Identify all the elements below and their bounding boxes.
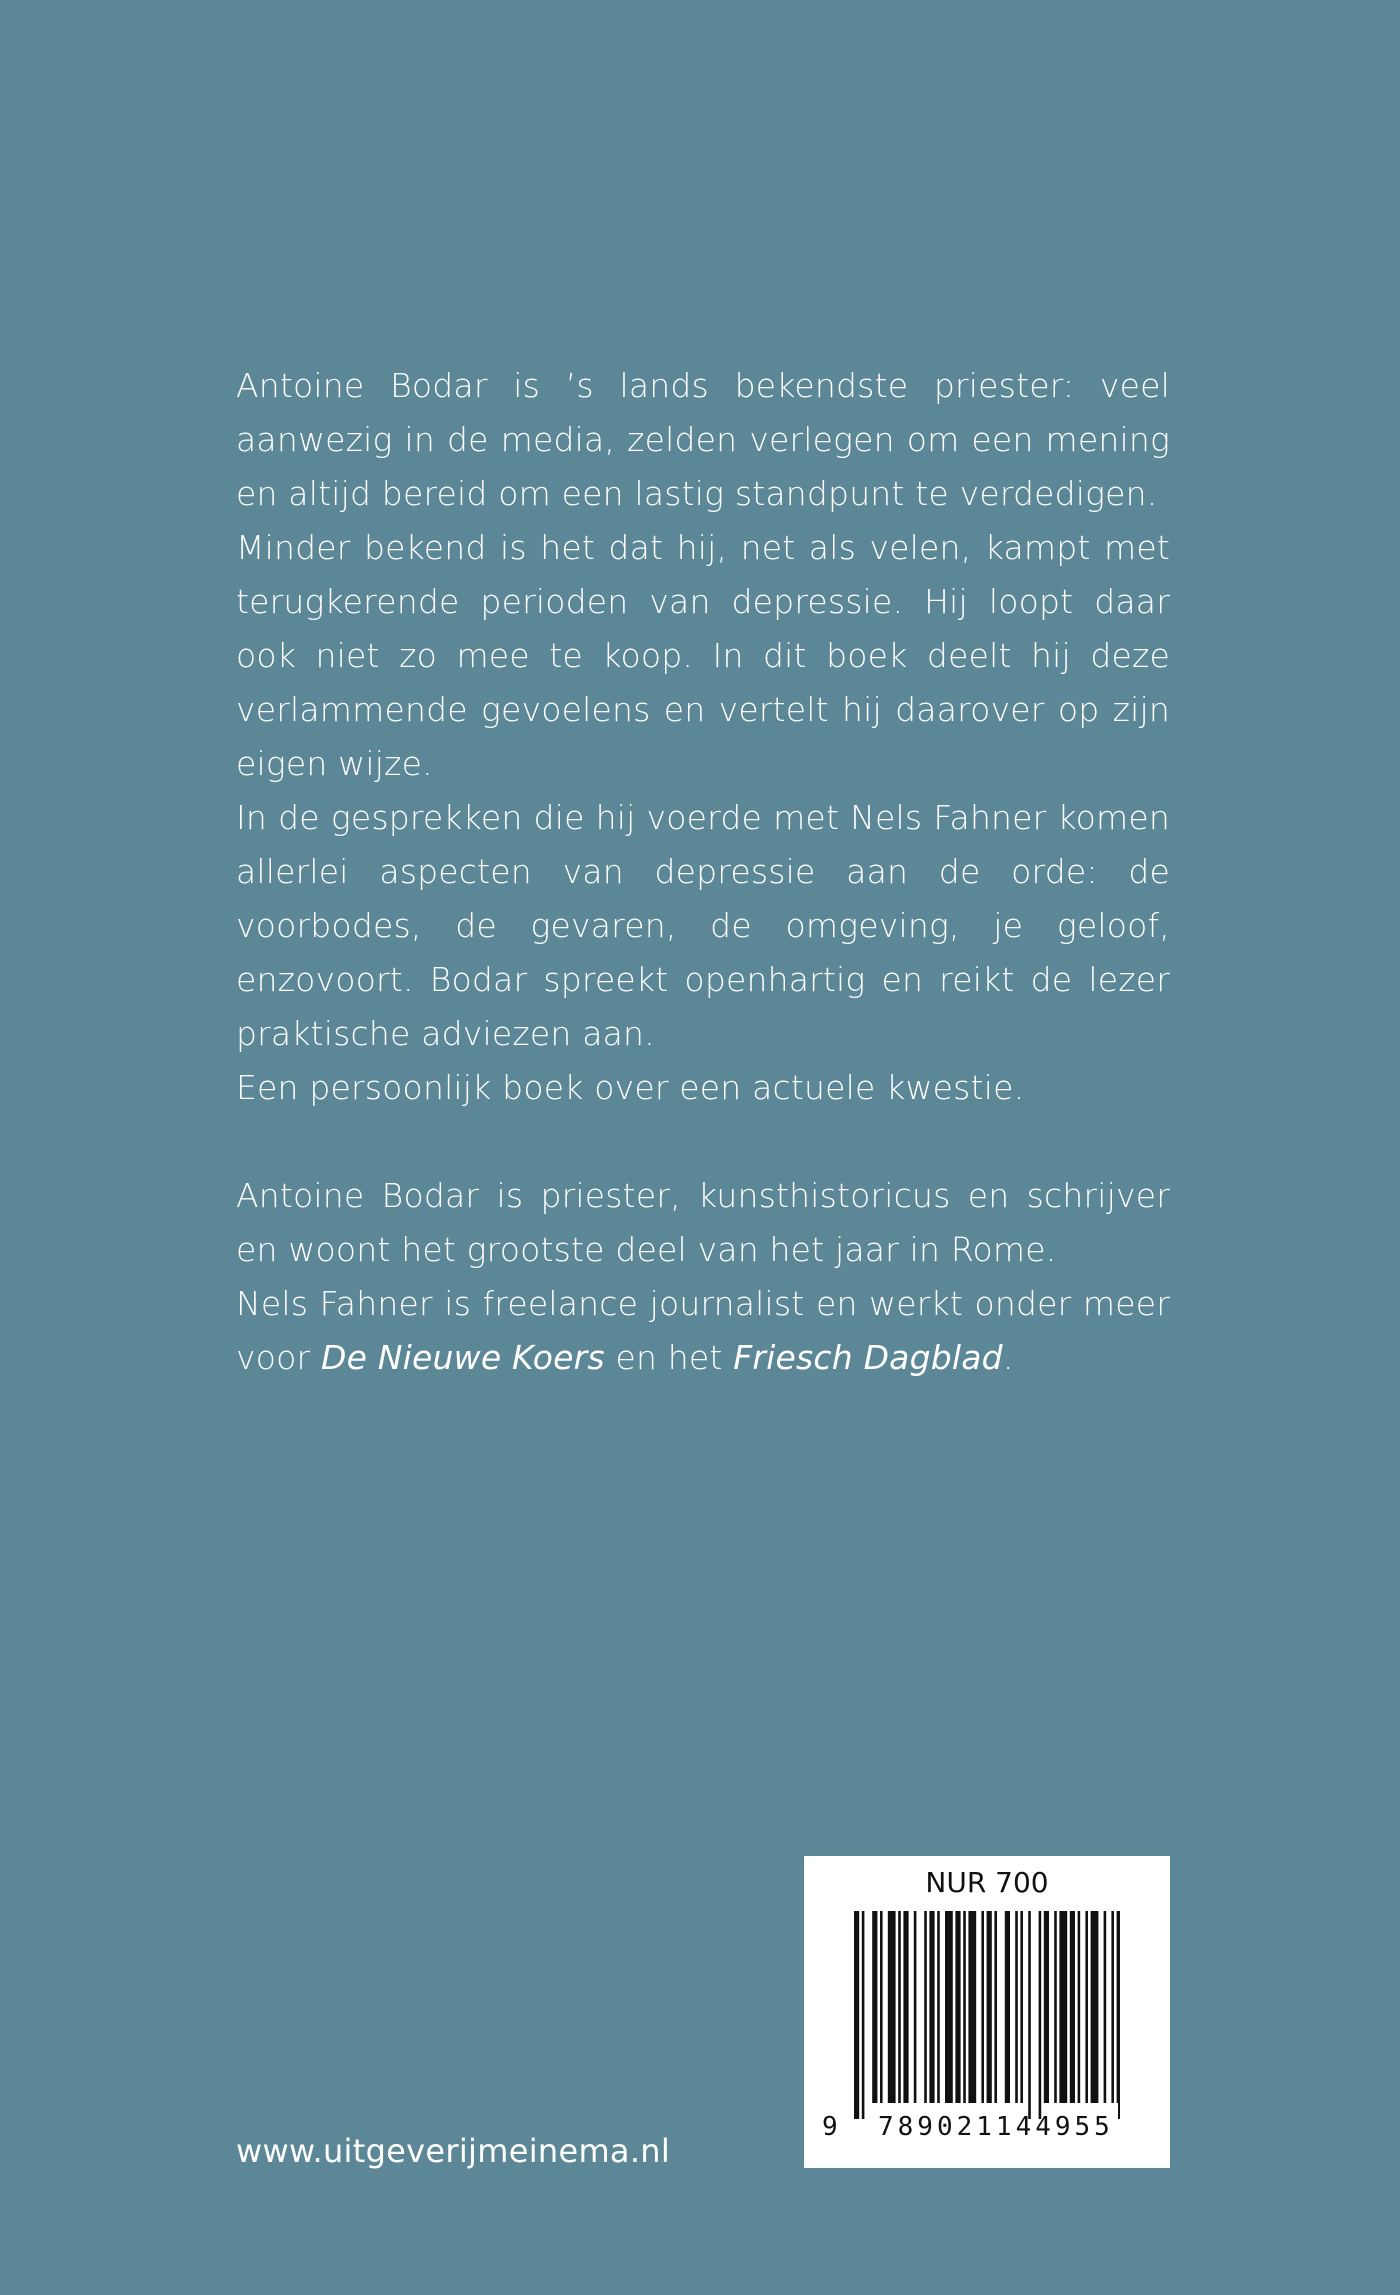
barcode-bar [903,1911,908,2103]
barcode-bar [994,1911,997,2103]
blurb-paragraph-2: Minder bekend is het dat hij, net als velen, kampt met terugkerende perioden van depressie. Hij loopt daar ook niet zo mee te koop. In dit boek deelt hij deze verlammende gevoelens en vertelt hij daarover op zijn eigen wijze. [236,528,1170,783]
barcode-bar [1054,1911,1057,2103]
publication-friesch-dagblad: Friesch Dagblad [733,1338,1003,1377]
bio-fahner [236,1277,1170,1385]
barcode-bar [981,1911,984,2103]
barcode-bar [955,1911,960,2103]
blurb-paragraph-4: Een persoonlijk boek over een actuele kwestie. [236,1068,1025,1107]
isbn-first-digit: 9 [822,2112,838,2142]
barcode-bar [1020,1911,1023,2103]
barcode-bar [1005,1911,1010,2103]
barcode-bar [924,1911,927,2103]
barcode-bars [854,1911,1120,2119]
barcode-bar [1111,1911,1114,2103]
barcode-bar [987,1911,992,2103]
barcode-bar [914,1911,917,2103]
bio-bodar: Antoine Bodar is priester, kunsthistoricus en schrijver en woont het grootste deel van het jaar in Rome. [236,1176,1170,1269]
bio-fahner-prefix: Nels Fahner is freelance journalist en werkt onder meer voor [236,1284,1170,1377]
barcode-panel [804,1856,1170,2168]
barcode-bar [872,1911,877,2103]
barcode-bar [1039,1911,1042,2119]
barcode-bar [854,1911,859,2119]
barcode-bar [880,1911,883,2103]
isbn-digits: 789021144955 [878,2112,1114,2142]
barcode-bar [888,1911,896,2103]
barcode-bar [1070,1911,1075,2103]
bio-fahner-middle: en het [604,1338,734,1377]
barcode-bar [1104,1911,1107,2103]
barcode-bar [1059,1911,1067,2103]
section-spacer [236,1115,1170,1169]
barcode-bar [937,1911,940,2103]
nur-code: NUR 700 [925,1866,1049,1899]
blurb-paragraph-3: In de gesprekken die hij voerde met Nels Fahner komen allerlei aspecten van depressie aan de orde: de voorbodes, de gevaren, de omgeving, je geloof, enzovoort. Bodar spreekt openhartig en reikt de lezer praktische adviezen aan. [236,798,1170,1053]
barcode-bar [1118,1911,1120,2119]
barcode-bar [1091,1911,1099,2103]
barcode-bar [1015,1911,1018,2103]
barcode-bar [862,1911,865,2119]
barcode-bar [1078,1911,1081,2103]
barcode-bar [929,1911,934,2103]
barcode-bar [1044,1911,1049,2103]
barcode-bar [963,1911,966,2103]
barcode-bar [1085,1911,1088,2103]
bio-fahner-suffix: . [1002,1338,1014,1377]
author-bios [236,1169,1170,1385]
publication-de-nieuwe-koers: De Nieuwe Koers [320,1338,605,1377]
blurb-text [236,359,1170,1385]
barcode-bar [1028,1911,1031,2119]
publisher-website[interactable]: www.uitgeverijmeinema.nl [236,2132,671,2170]
barcode-bar [968,1911,976,2103]
blurb-paragraph-1: Antoine Bodar is ’s lands bekendste priester: veel aanwezig in de media, zelden verlegen om een mening en altijd bereid om een lastig standpunt te verdedigen. [236,366,1170,513]
barcode-bar [945,1911,953,2103]
barcode-bar [898,1911,901,2103]
